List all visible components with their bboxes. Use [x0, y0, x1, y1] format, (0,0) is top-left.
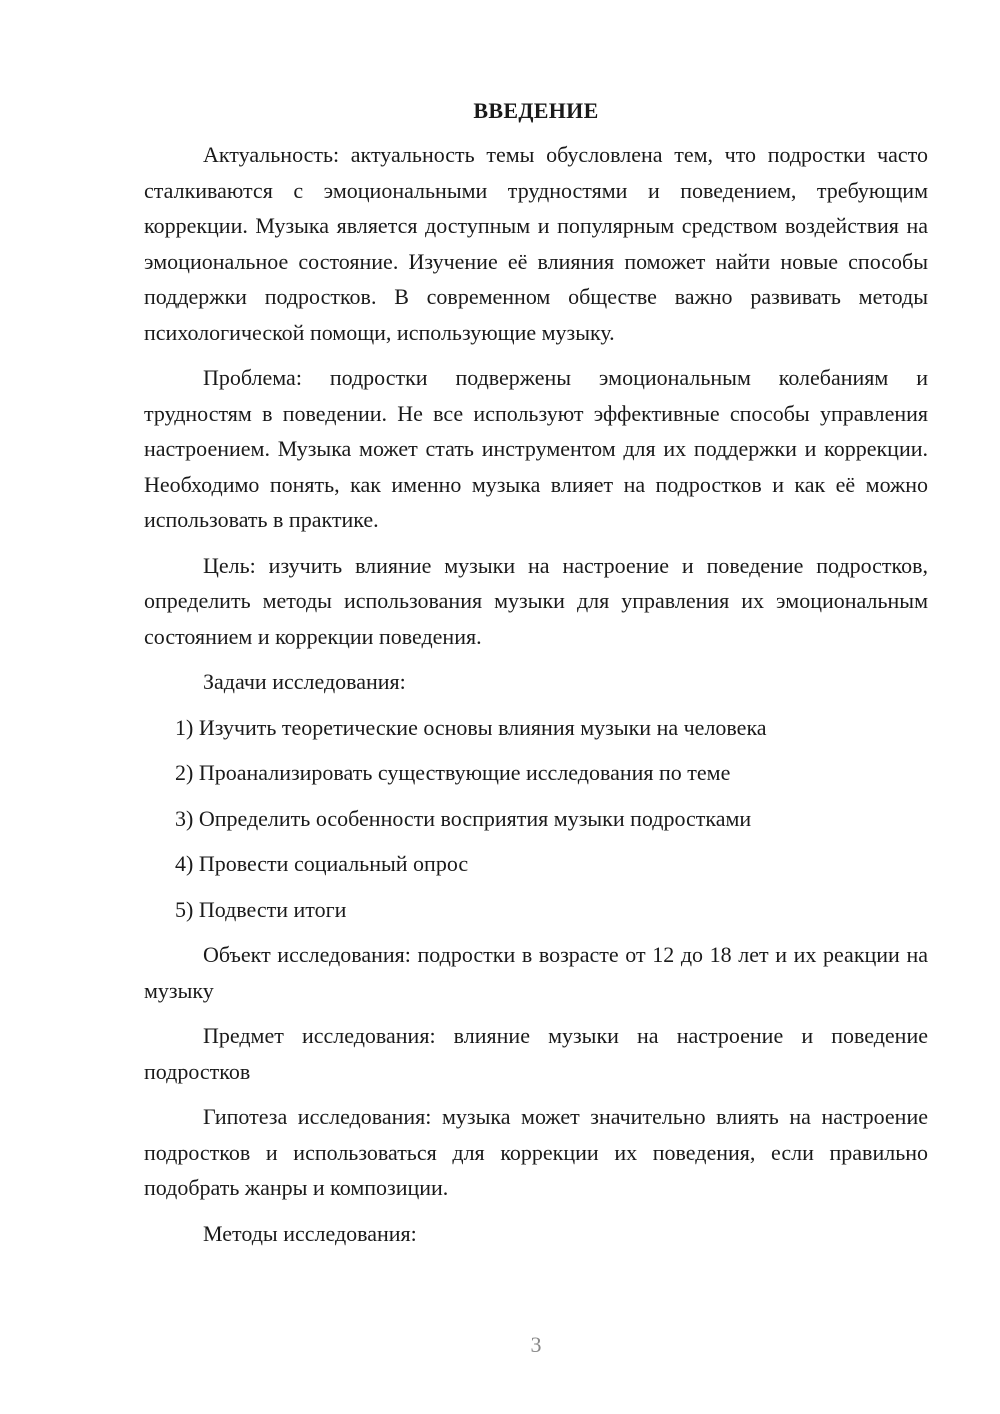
hypothesis-paragraph: Гипотеза исследования: музыка может значительно влиять на настроение подростков и использоваться для коррекции их поведения, если правильно подобрать жанры и композиции. — [144, 1104, 928, 1200]
page-number: 3 — [530, 1332, 542, 1357]
list-item: 4) Провести социальный опрос — [175, 851, 469, 876]
subject-paragraph: Предмет исследования: влияние музыки на настроение и поведение подростков — [144, 1023, 928, 1084]
list-item: 3) Определить особенности восприятия музыки подростками — [175, 805, 752, 831]
relevance-paragraph: Актуальность: актуальность темы обусловлена тем, что подростки часто сталкиваются с эмоциональными трудностями и поведением, требующим коррекции. Музыка является доступным и популярным средством воздействия на эмоциональное состояние. Изучение её влияния поможет найти новые способы поддержки подростков. В современном обществе важно развивать методы психологической помощи, использующие музыку. — [144, 142, 928, 345]
list-item: 5) Подвести итоги — [175, 896, 347, 922]
problem-paragraph: Проблема: подростки подвержены эмоциональным колебаниям и трудностям в поведении. Не все используют эффективные способы управления настроением. Музыка может стать инструментом для их поддержки и коррекции. Необходимо понять, как именно музыка влияет на подростков и как её можно использовать в практике. — [144, 365, 928, 532]
object-paragraph: Объект исследования: подростки в возрасте от 12 до 18 лет и их реакции на музыку — [144, 942, 928, 1003]
goal-paragraph: Цель: изучить влияние музыки на настроение и поведение подростков, определить методы использования музыки для управления их эмоциональным состоянием и коррекции поведения. — [144, 552, 928, 649]
tasks-heading: Задачи исследования: — [203, 669, 406, 694]
list-item: 1) Изучить теоретические основы влияния музыки на человека — [175, 714, 767, 740]
methods-heading: Методы исследования: — [203, 1220, 417, 1246]
list-item: 2) Проанализировать существующие исследования по теме — [175, 760, 731, 785]
tasks-list — [144, 710, 928, 928]
document-page — [144, 95, 928, 1261]
section-title: ВВЕДЕНИЕ — [473, 98, 599, 123]
